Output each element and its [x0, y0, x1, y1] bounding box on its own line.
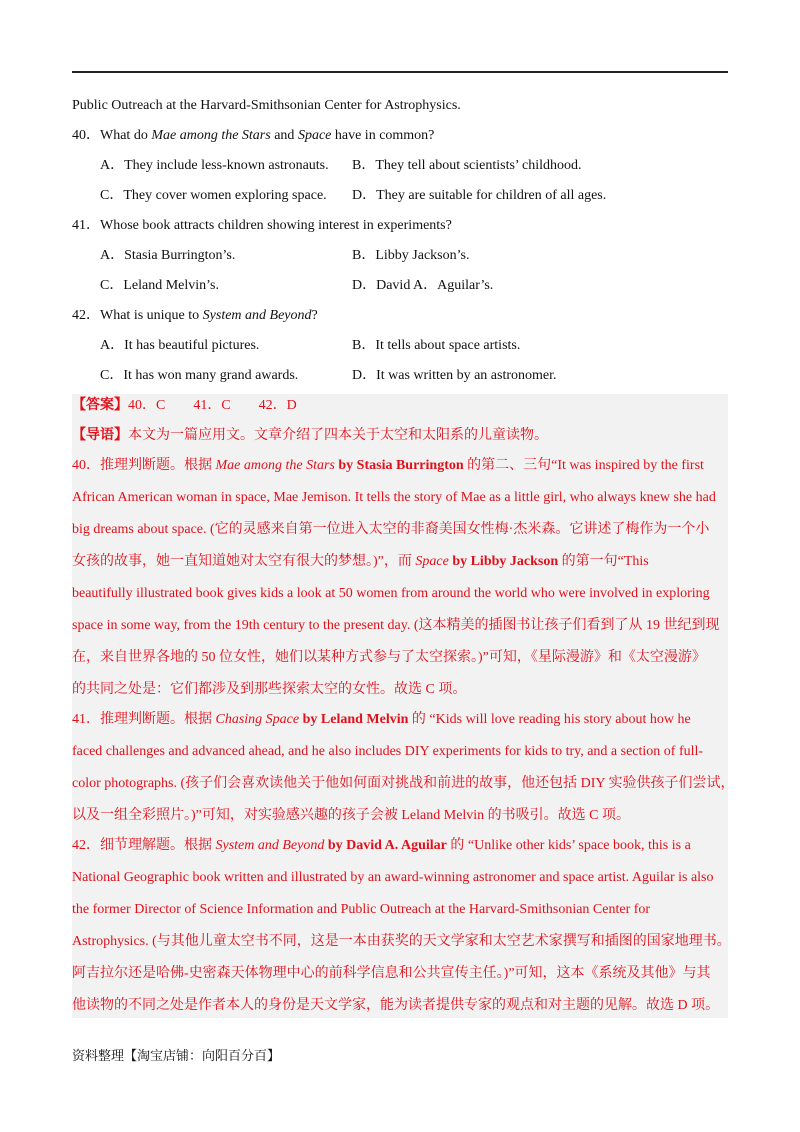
guide-label: 【导语】: [72, 428, 128, 443]
explanation-41-line-2: faced challenges and advanced ahead, and he also includes DIY experiments for kids to try, and a section of full-: [72, 744, 704, 759]
explanation-40-line-4: 女孩的故事，她一直知道她对太空有很大的梦想。)”，而 Space by Libby Jackson 的第一句“This: [72, 554, 649, 569]
page-footer: 资料整理【淘宝店铺：向阳百分百】: [72, 1049, 281, 1064]
option-40-d: D．They are suitable for children of all ages.: [352, 188, 607, 203]
book-author: by Leland Melvin: [299, 712, 409, 727]
book-title: Mae among the Stars: [215, 458, 335, 473]
book-title: Mae among the Stars: [151, 128, 271, 143]
guide-text: 本文为一篇应用文。文章介绍了四本关于太空和太阳系的儿童读物。: [128, 428, 548, 443]
explanation-40-line-1: 40．推理判断题。根据 Mae among the Stars by Stasia Burrington 的第二、三句“It was inspired by the first: [72, 458, 704, 473]
explanation-40-line-7: 在，来自世界各地的 50 位女性，她们以某种方式参与了太空探索。)”可知，《星际漫游》和《太空漫游》: [72, 650, 706, 665]
guide-line: [72, 426, 728, 446]
explanation-42-line-2: National Geographic book written and illustrated by an award-winning astronomer and space artist. Aguilar is also: [72, 870, 714, 885]
book-author: by Libby Jackson: [448, 554, 559, 569]
question-41: 41．Whose book attracts children showing interest in experiments?: [72, 218, 452, 233]
question-number: 42．: [72, 308, 100, 323]
option-40-b: B．They tell about scientists’ childhood.: [352, 158, 582, 173]
book-title: Space: [297, 128, 332, 143]
book-title: Space: [415, 554, 449, 569]
option-40-c: C．They cover women exploring space.: [100, 188, 327, 203]
explanation-40-line-5: beautifully illustrated book gives kids a look at 50 women from around the world who were involved in exploring: [72, 586, 710, 601]
passage-tail: Public Outreach at the Harvard-Smithsonian Center for Astrophysics.: [72, 98, 461, 113]
question-40: 40．What do Mae among the Stars and Space have in common?: [72, 128, 435, 143]
explanation-41-line-3: color photographs. (孩子们会喜欢读他关于他如何面对挑战和前进的故事，他还包括 DIY 实验供孩子们尝试，: [72, 776, 735, 791]
book-author: by Stasia Burrington: [334, 458, 464, 473]
explanation-40-line-8: 的共同之处是：它们都涉及到那些探索太空的女性。故选 C 项。: [72, 682, 467, 697]
header-rule: [72, 71, 728, 73]
option-40-a: A．They include less-known astronauts.: [100, 158, 329, 173]
explanation-40-line-3: big dreams about space. (它的灵感来自第一位进入太空的非裔美国女性梅·杰米森。它讲述了梅作为一个小: [72, 522, 710, 537]
explanation-42-line-5: 阿吉拉尔还是哈佛-史密森天体物理中心的前科学信息和公共宣传主任。)”可知，这本《系统及其他》与其: [72, 966, 711, 981]
option-42-d: D．It was written by an astronomer.: [352, 368, 557, 383]
option-42-c: C．It has won many grand awards.: [100, 368, 299, 383]
option-41-a: A．Stasia Burrington’s.: [100, 248, 236, 263]
option-41-b: B．Libby Jackson’s.: [352, 248, 470, 263]
option-41-c: C．Leland Melvin’s.: [100, 278, 219, 293]
question-number: 41．: [72, 218, 100, 233]
explanation-41-line-4: 以及一组全彩照片。)”可知，对实验感兴趣的孩子会被 Leland Melvin 的书吸引。故选 C 项。: [72, 808, 631, 823]
book-title: Chasing Space: [215, 712, 300, 727]
option-42-a: A．It has beautiful pictures.: [100, 338, 260, 353]
explanation-41-line-1: 41．推理判断题。根据 Chasing Space by Leland Melvin 的 “Kids will love reading his story about how he: [72, 712, 691, 727]
question-number: 40．: [72, 128, 100, 143]
answer-line: [72, 396, 728, 416]
explanation-42-line-3: the former Director of Science Information and Public Outreach at the Harvard-Smithsonian Center for: [72, 902, 651, 917]
option-41-d: D．David A．Aguilar’s.: [352, 278, 494, 293]
explanation-42-line-4: Astrophysics. (与其他儿童太空书不同，这是一本由获奖的天文学家和太空艺术家撰写和插图的国家地理书。: [72, 934, 731, 949]
book-title: System and Beyond: [202, 308, 312, 323]
explanation-40-line-6: space in some way, from the 19th century to the present day. (这本精美的插图书让孩子们看到了从 19 世纪到现: [72, 618, 720, 633]
answer-values: 40．C 41．C 42．D: [128, 398, 297, 413]
option-42-b: B．It tells about space artists.: [352, 338, 521, 353]
question-42: 42．What is unique to System and Beyond?: [72, 308, 318, 323]
answer-label: 【答案】: [72, 398, 128, 413]
explanation-42-line-1: 42．细节理解题。根据 System and Beyond by David A. Aguilar 的 “Unlike other kids’ space book, this is a: [72, 838, 691, 853]
explanation-40-line-2: African American woman in space, Mae Jemison. It tells the story of Mae as a little girl, who always knew she had: [72, 490, 716, 505]
book-author: by David A. Aguilar: [324, 838, 447, 853]
book-title: System and Beyond: [215, 838, 325, 853]
explanation-42-line-6: 他读物的不同之处是作者本人的身份是天文学家，能为读者提供专家的观点和对主题的见解。故选 D 项。: [72, 998, 720, 1013]
